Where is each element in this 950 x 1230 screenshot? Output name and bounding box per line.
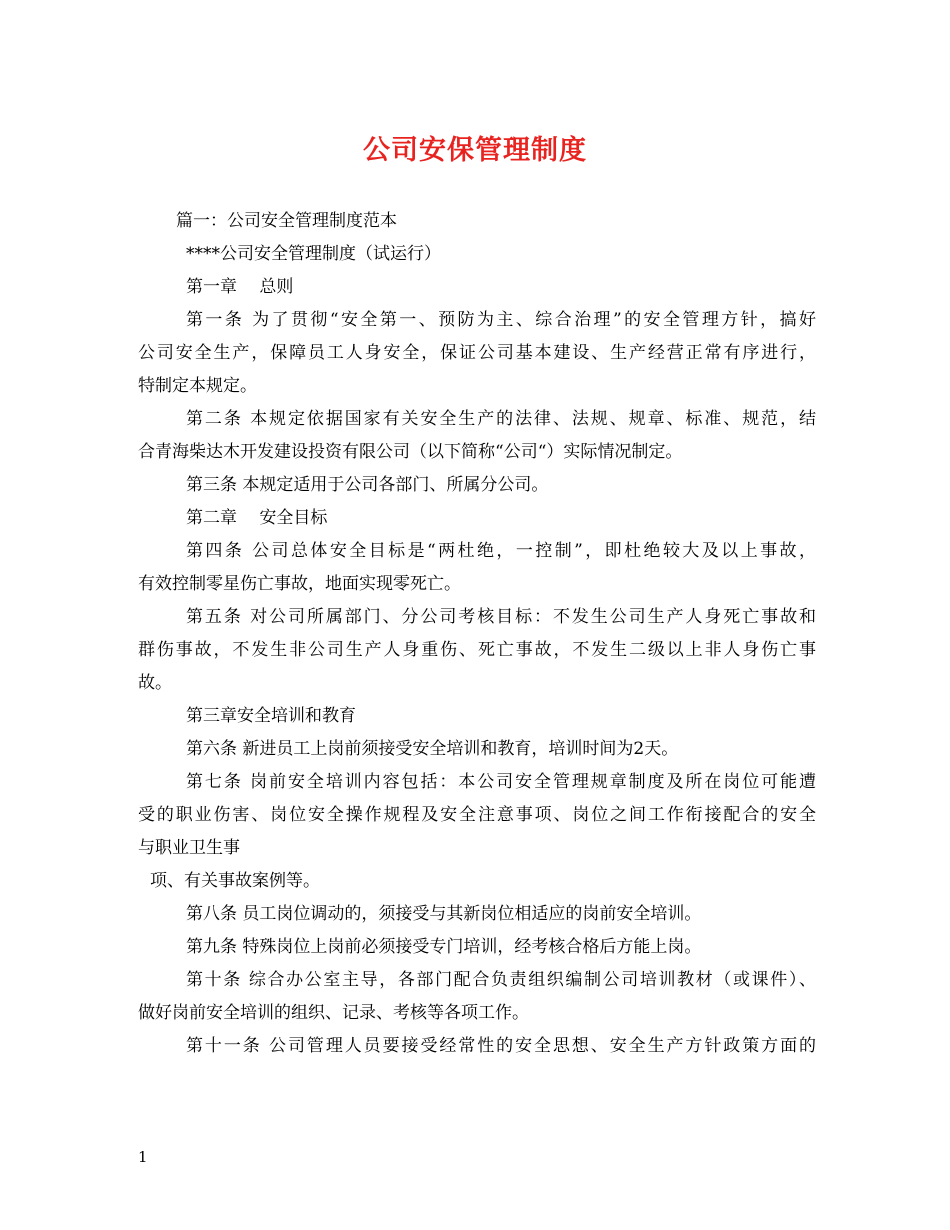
body-line: 做好岗前安全培训的组织、记录、考核等各项工作。: [138, 1003, 529, 1023]
body-line: 第二章 安全目标: [186, 508, 328, 528]
body-line: 第八条 员工岗位调动的，须接受与其新岗位相适应的岗前安全培训。: [186, 904, 702, 924]
body-line: 第五条 对公司所属部门、分公司考核目标：不发生公司生产人身死亡事故和: [186, 607, 816, 627]
body-line: 第六条 新进员工上岗前须接受安全培训和教育，培训时间为2天。: [186, 739, 679, 759]
body-line: 第十一条 公司管理人员要接受经常性的安全思想、安全生产方针政策方面的: [186, 1036, 816, 1056]
body-line: 特制定本规定。: [138, 376, 257, 396]
body-line: 与职业卫生事: [138, 838, 240, 858]
body-line: 合青海柴达木开发建设投资有限公司（以下简称“公司“）实际情况制定。: [138, 442, 683, 462]
body-line: 有效控制零星伤亡事故，地面实现零死亡。: [138, 574, 461, 594]
page-number: 1: [138, 1148, 148, 1166]
body-line: 受的职业伤害、岗位安全操作规程及安全注意事项、岗位之间工作衔接配合的安全: [138, 805, 816, 825]
body-line: 故。: [138, 673, 172, 693]
body-line: 项、有关事故案例等。: [150, 871, 320, 891]
body-line: 第三条 本规定适用于公司各部门、所属分公司。: [186, 475, 549, 495]
body-line: 第七条 岗前安全培训内容包括：本公司安全管理规章制度及所在岗位可能遭: [186, 772, 816, 792]
body-line: 公司安全生产，保障员工人身安全，保证公司基本建设、生产经营正常有序进行，: [138, 343, 816, 363]
body-line: 第三章安全培训和教育: [186, 706, 356, 726]
body-line: 第十条 综合办公室主导，各部门配合负责组织编制公司培训教材（或课件）、: [186, 970, 816, 990]
body-line: 群伤事故，不发生非公司生产人身重伤、死亡事故，不发生二级以上非人身伤亡事: [138, 640, 816, 660]
body-line: 第九条 特殊岗位上岗前必须接受专门培训，经考核合格后方能上岗。: [186, 937, 702, 957]
body-line: ****公司安全管理制度（试运行）: [186, 244, 441, 264]
body-line: 第一章 总则: [186, 277, 294, 297]
document-body: [138, 205, 816, 1063]
body-line: 篇一：公司安全管理制度范本: [176, 211, 397, 231]
document-title: 公司安保管理制度: [363, 135, 587, 166]
body-line: 第一条 为了贯彻“安全第一、预防为主、综合治理”的安全管理方针，搞好: [186, 310, 816, 330]
body-line: 第二条 本规定依据国家有关安全生产的法律、法规、规章、标准、规范，结: [186, 409, 816, 429]
body-line: 第四条 公司总体安全目标是“两杜绝，一控制”，即杜绝较大及以上事故，: [186, 541, 816, 561]
